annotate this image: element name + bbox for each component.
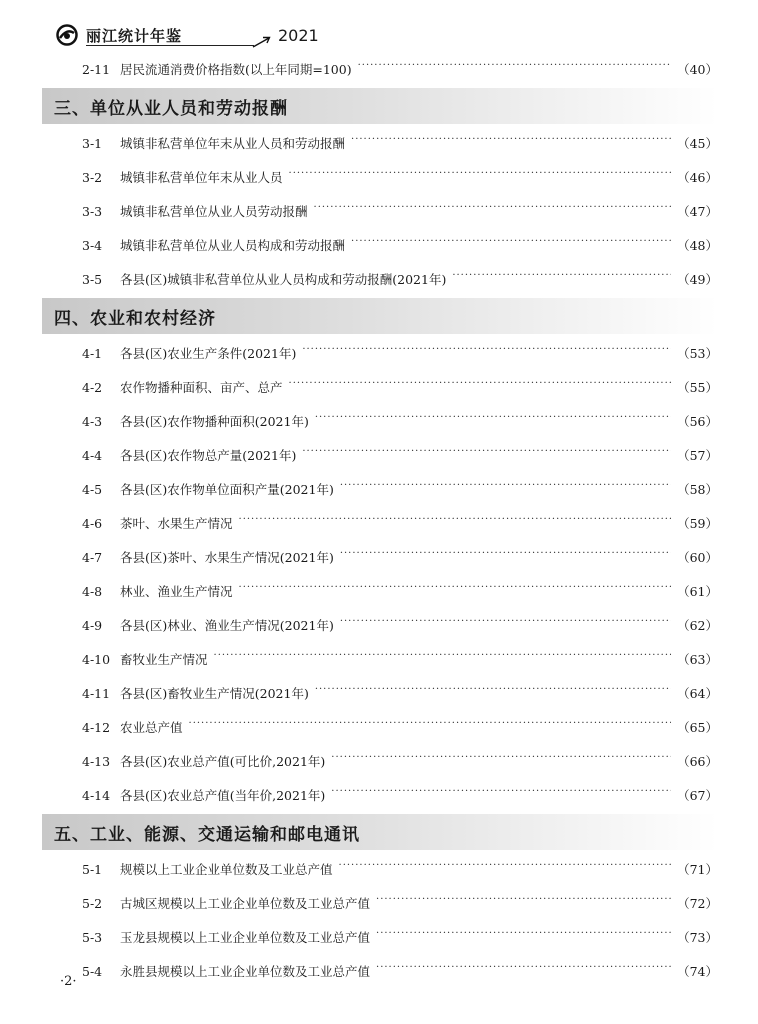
toc-entry-page: （65） (677, 720, 718, 735)
toc-entry-page: （47） (677, 204, 718, 219)
toc-entry-page: （55） (677, 380, 718, 395)
toc-entry-number: 5-1 (82, 861, 103, 877)
toc-entry-number: 5-2 (82, 895, 103, 911)
yearbook-year: 2021 (278, 26, 319, 45)
toc-entry-number: 4-12 (82, 719, 111, 735)
header-underline (86, 45, 254, 46)
toc-entry-page: （57） (677, 448, 718, 463)
toc-entry[interactable] (42, 574, 718, 608)
dot-leader (189, 721, 672, 733)
toc-entry-page: （45） (677, 136, 718, 151)
toc-entry[interactable] (42, 52, 718, 86)
dot-leader (340, 551, 671, 563)
dot-leader (340, 483, 671, 495)
dot-leader (351, 137, 671, 149)
toc-entry-title: 各县(区)林业、渔业生产情况(2021年) (120, 618, 334, 633)
toc-entry[interactable] (42, 778, 718, 812)
dot-leader (340, 619, 671, 631)
toc-entry[interactable] (42, 194, 718, 228)
toc-entry-number: 3-2 (82, 169, 103, 185)
toc-entry-number: 4-3 (82, 413, 103, 429)
toc-entry-title: 畜牧业生产情况 (120, 652, 208, 667)
toc-entry-title: 各县(区)农业总产值(当年价,2021年) (120, 788, 326, 803)
toc-entry[interactable] (42, 676, 718, 710)
toc-entry-page: （49） (677, 272, 718, 287)
toc-entry[interactable] (42, 540, 718, 574)
toc-entry-number: 4-7 (82, 549, 103, 565)
dot-leader (302, 449, 671, 461)
dot-leader (239, 585, 672, 597)
toc-entry-title: 各县(区)农业总产值(可比价,2021年) (120, 754, 326, 769)
toc-entry-number: 3-3 (82, 203, 103, 219)
toc-entry[interactable] (42, 954, 718, 988)
dot-leader (351, 239, 671, 251)
toc-entry-page: （71） (677, 862, 718, 877)
toc-entry[interactable] (42, 744, 718, 778)
dot-leader (376, 965, 671, 977)
dot-leader (331, 755, 671, 767)
toc-entry[interactable] (42, 262, 718, 296)
toc-entry[interactable] (42, 370, 718, 404)
section-heading-label: 三、单位从业人员和劳动报酬 (54, 98, 288, 119)
toc-entry-number: 4-6 (82, 515, 103, 531)
toc-entry-title: 玉龙县规模以上工业企业单位数及工业总产值 (120, 930, 371, 945)
dot-leader (315, 687, 671, 699)
toc-entry-number: 5-4 (82, 963, 103, 979)
toc-entry-title: 农作物播种面积、亩产、总产 (120, 380, 283, 395)
toc-entry[interactable] (42, 920, 718, 954)
dot-leader (239, 517, 672, 529)
dot-leader (358, 63, 672, 75)
toc-entry-number: 5-3 (82, 929, 103, 945)
yearbook-logo-icon (56, 24, 78, 46)
toc-entry-title: 农业总产值 (120, 720, 183, 735)
table-of-contents (42, 52, 718, 988)
toc-entry[interactable] (42, 404, 718, 438)
toc-entry-title: 城镇非私营单位年末从业人员 (120, 170, 283, 185)
toc-entry[interactable] (42, 608, 718, 642)
toc-entry[interactable] (42, 886, 718, 920)
toc-entry[interactable] (42, 710, 718, 744)
toc-entry[interactable] (42, 160, 718, 194)
toc-entry-title: 林业、渔业生产情况 (120, 584, 233, 599)
toc-entry[interactable] (42, 852, 718, 886)
toc-entry[interactable] (42, 336, 718, 370)
toc-entry-title: 城镇非私营单位从业人员构成和劳动报酬 (120, 238, 346, 253)
dot-leader (452, 273, 671, 285)
toc-entry[interactable] (42, 438, 718, 472)
toc-entry-number: 4-14 (82, 787, 111, 803)
toc-entry-page: （59） (677, 516, 718, 531)
toc-entry-number: 4-8 (82, 583, 103, 599)
toc-entry-number: 4-11 (82, 685, 111, 701)
toc-entry-number: 4-5 (82, 481, 103, 497)
toc-entry-number: 4-10 (82, 651, 111, 667)
toc-entry-title: 城镇非私营单位年末从业人员和劳动报酬 (120, 136, 346, 151)
section-heading (42, 814, 718, 850)
toc-entry-number: 4-4 (82, 447, 103, 463)
toc-entry-page: （48） (677, 238, 718, 253)
toc-entry-page: （61） (677, 584, 718, 599)
dot-leader (315, 415, 671, 427)
dot-leader (339, 863, 672, 875)
toc-entry-page: （63） (677, 652, 718, 667)
dot-leader (314, 205, 672, 217)
toc-entry-title: 各县(区)农作物总产量(2021年) (120, 448, 297, 463)
toc-entry-title: 城镇非私营单位从业人员劳动报酬 (120, 204, 308, 219)
toc-entry-page: （74） (677, 964, 718, 979)
dot-leader (376, 897, 671, 909)
toc-entry-page: （60） (677, 550, 718, 565)
toc-entry[interactable] (42, 126, 718, 160)
dot-leader (214, 653, 672, 665)
toc-entry-number: 2-11 (82, 61, 111, 77)
toc-entry-page: （58） (677, 482, 718, 497)
toc-entry-number: 4-2 (82, 379, 103, 395)
toc-entry-number: 3-5 (82, 271, 103, 287)
toc-entry-title: 各县(区)农作物播种面积(2021年) (120, 414, 309, 429)
toc-entry-title: 各县(区)畜牧业生产情况(2021年) (120, 686, 309, 701)
dot-leader (376, 931, 671, 943)
toc-entry-number: 4-13 (82, 753, 111, 769)
dot-leader (302, 347, 671, 359)
dot-leader (289, 171, 672, 183)
toc-entry-page: （72） (677, 896, 718, 911)
toc-entry-number: 3-1 (82, 135, 103, 151)
toc-entry-number: 4-9 (82, 617, 103, 633)
toc-entry-page: （67） (677, 788, 718, 803)
yearbook-title: 丽江统计年鉴 (86, 27, 183, 45)
toc-entry-title: 永胜县规模以上工业企业单位数及工业总产值 (120, 964, 371, 979)
dot-leader (289, 381, 672, 393)
toc-entry-page: （66） (677, 754, 718, 769)
toc-entry[interactable] (42, 642, 718, 676)
toc-entry-page: （73） (677, 930, 718, 945)
toc-entry-title: 茶叶、水果生产情况 (120, 516, 233, 531)
toc-entry-page: （64） (677, 686, 718, 701)
toc-entry-page: （56） (677, 414, 718, 429)
toc-entry-page: （46） (677, 170, 718, 185)
toc-entry-number: 4-1 (82, 345, 103, 361)
toc-entry-page: （40） (677, 62, 718, 77)
toc-entry-title: 各县(区)茶叶、水果生产情况(2021年) (120, 550, 334, 565)
page-header (56, 22, 319, 48)
toc-entry[interactable] (42, 472, 718, 506)
toc-entry-title: 古城区规模以上工业企业单位数及工业总产值 (120, 896, 371, 911)
page-number: ·2· (60, 974, 77, 989)
arrow-up-right-icon (252, 36, 272, 48)
toc-entry[interactable] (42, 228, 718, 262)
toc-entry-title: 各县(区)农作物单位面积产量(2021年) (120, 482, 334, 497)
dot-leader (331, 789, 671, 801)
toc-entry-title: 规模以上工业企业单位数及工业总产值 (120, 862, 333, 877)
toc-entry-title: 各县(区)城镇非私营单位从业人员构成和劳动报酬(2021年) (120, 272, 447, 287)
toc-entry-title: 居民流通消费价格指数(以上年同期=100) (120, 62, 352, 77)
section-heading (42, 88, 718, 124)
toc-entry[interactable] (42, 506, 718, 540)
section-heading-label: 四、农业和农村经济 (54, 308, 216, 329)
toc-entry-number: 3-4 (82, 237, 103, 253)
toc-entry-page: （62） (677, 618, 718, 633)
toc-entry-page: （53） (677, 346, 718, 361)
toc-entry-title: 各县(区)农业生产条件(2021年) (120, 346, 297, 361)
section-heading (42, 298, 718, 334)
section-heading-label: 五、工业、能源、交通运输和邮电通讯 (54, 824, 360, 845)
